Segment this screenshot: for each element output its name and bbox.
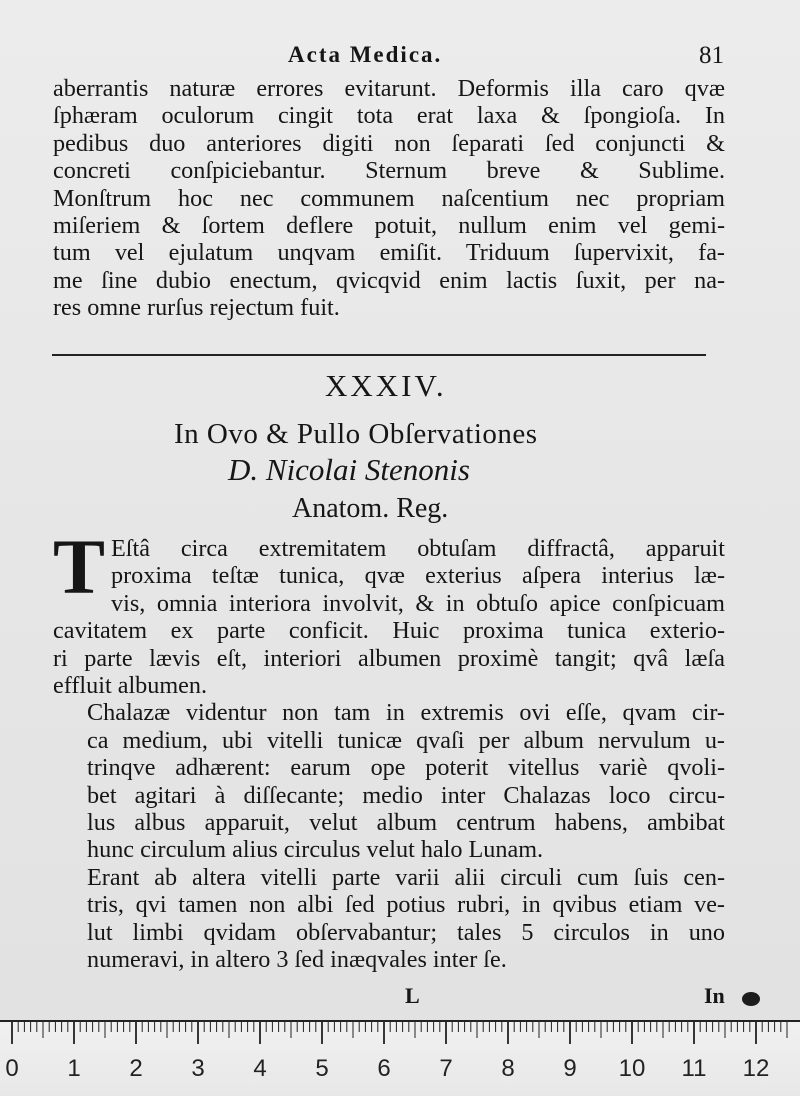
ruler-label: 6: [377, 1055, 391, 1082]
text-line: aberrantis naturæ errores evitarunt. Deformis illa caro qvæ: [53, 75, 725, 102]
body-paragraph: [53, 864, 725, 974]
article-body: [53, 523, 725, 974]
body-paragraph: [53, 699, 725, 863]
text-line: Monſtrum hoc nec communem naſcentium nec propriam: [53, 184, 725, 212]
text-line: Chalazæ videntur non tam in extremis ovi eſſe, qvam cir-: [87, 699, 725, 727]
text-line: bet agitari à diſſecante; medio inter Chalazas loco circu-: [87, 781, 725, 809]
text-line: lut limbi qvidam obſervabantur; tales 5 circulos in uno: [87, 918, 725, 946]
ruler-label: 0: [5, 1055, 19, 1082]
ruler-label: 11: [681, 1055, 707, 1082]
signature-mark: L: [405, 983, 420, 1008]
ruler-label: 10: [618, 1055, 646, 1082]
text-line: trinqve adhærent: earum ope poterit vitellus variè qvoli-: [87, 754, 725, 782]
text-line: vis, omnia interiora involvit, & in obtuſo apice conſpicuam: [111, 589, 725, 617]
section-divider: [52, 354, 706, 356]
text-line: concreti conſpiciebantur. Sternum breve & Sublime.: [53, 157, 725, 185]
ink-blot: [742, 992, 760, 1006]
text-line: Erant ab altera vitelli parte varii alii circuli cum ſuis cen-: [87, 863, 725, 891]
measuring-ruler: [0, 1020, 800, 1096]
drop-cap: T: [53, 523, 106, 610]
section-number: XXXIV.: [325, 368, 447, 403]
ruler-scale: [0, 1022, 800, 1094]
ruler-label: 1: [67, 1055, 81, 1082]
continued-paragraph: [53, 75, 725, 322]
running-header: Acta Medica.: [288, 42, 443, 67]
text-line: tris, qvi tamen non albi ſed potius rubri, in qvibus etiam ve-: [87, 891, 725, 919]
ruler-label: 4: [253, 1055, 267, 1082]
ruler-label: 7: [439, 1055, 453, 1082]
ruler-label: 3: [191, 1055, 205, 1082]
continued-text: [53, 75, 725, 322]
text-line: tum vel ejulatum unqvam emiſit. Triduum ſupervixit, fa-: [53, 239, 725, 267]
text-line: proxima teſtæ tunica, qvæ exterius aſpera interius læ-: [111, 562, 725, 590]
text-line: hunc circulum alius circulus velut halo Lunam.: [87, 836, 544, 864]
text-line: ca medium, ubi vitelli tunicæ qvaſi per album nervulum u-: [87, 726, 725, 754]
ruler-label: 12: [742, 1055, 770, 1082]
section-title: In Ovo & Pullo Obſervationes: [174, 418, 538, 450]
text-line: me ſine dubio enectum, qvicqvid enim lactis ſuxit, per na-: [53, 266, 725, 294]
text-line: lus albus apparuit, velut album centrum habens, ambibat: [87, 809, 725, 837]
ruler-label: 5: [315, 1055, 329, 1082]
text-line: res omne rurſus rejectum fuit.: [53, 294, 340, 322]
text-line: effluit albumen.: [53, 672, 208, 700]
page-number: 81: [699, 42, 724, 69]
section-author: D. Nicolai Stenonis: [228, 452, 470, 487]
body-paragraph: [53, 523, 725, 700]
text-line: cavitatem ex parte conficit. Huic proxima tunica exterio-: [53, 617, 725, 645]
text-line: ſphæram oculorum cingit tota erat laxa & ſpongioſa. In: [53, 102, 725, 130]
text-line: numeravi, in altero 3 ſed inæqvales inter ſe.: [87, 946, 507, 974]
text-line: Eſtâ circa extremitatem obtuſam diffractâ, apparuit: [111, 535, 725, 562]
author-role: Anatom. Reg.: [292, 493, 449, 524]
ruler-label: 9: [563, 1055, 577, 1082]
catchword: In: [704, 983, 725, 1008]
ruler-label: 2: [129, 1055, 143, 1082]
text-line: pedibus duo anteriores digiti non ſeparati ſed conjuncti &: [53, 129, 725, 157]
ruler-label: 8: [501, 1055, 515, 1082]
text-line: miſeriem & ſortem deflere potuit, nullum enim vel gemi-: [53, 212, 725, 240]
text-line: ri parte lævis eſt, interiori albumen proximè tangit; qvâ læſa: [53, 644, 725, 672]
